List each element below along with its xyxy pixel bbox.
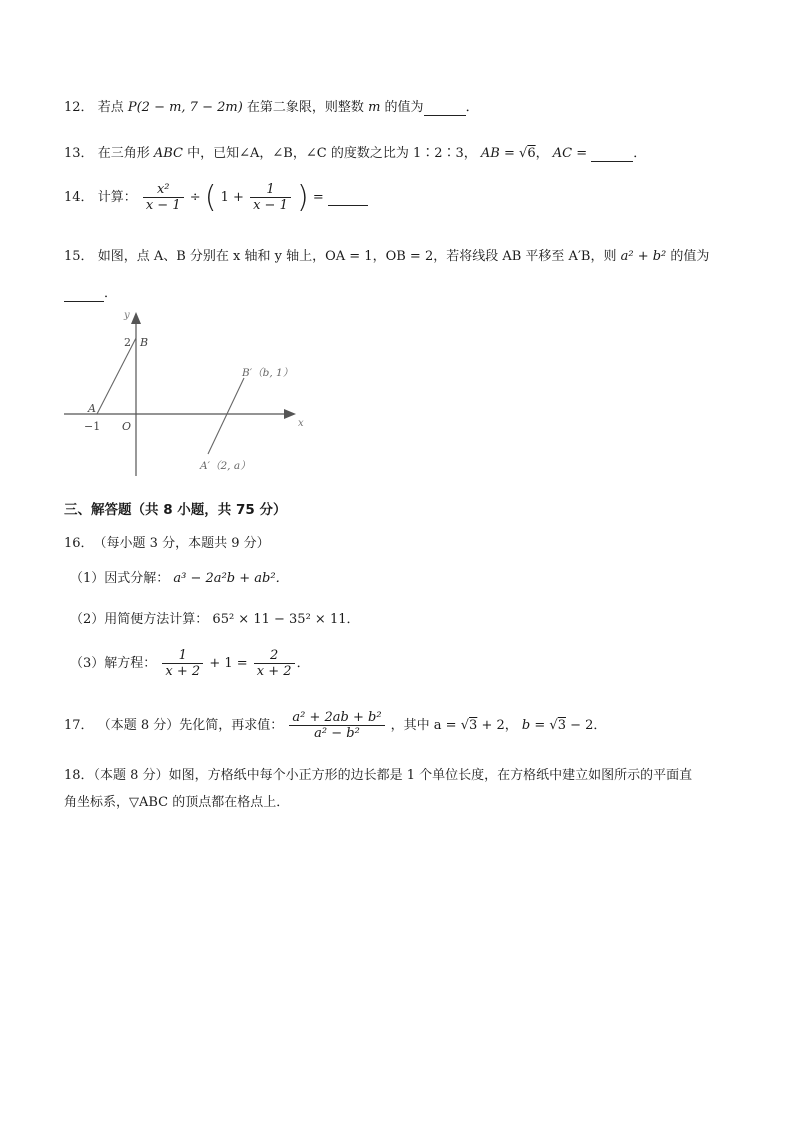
point-b-prime-label: B′（b, 1） xyxy=(242,367,294,379)
q15-text-end: 的值为 xyxy=(670,249,710,264)
q12-answer-blank[interactable] xyxy=(424,100,466,116)
question-18-line-1: 18．（本题 8 分）如图，方格纸中每个小正方形的边长都是 1 个单位长度，在方格纸中建立如图所示的平面直 xyxy=(64,768,693,783)
q14-f2-numerator: 1 xyxy=(266,182,275,197)
point-b-label: B xyxy=(140,336,149,349)
q12-text-b: 在第二象限，则整数 xyxy=(246,100,364,115)
q16-p3-f1-numerator: 1 xyxy=(178,648,187,663)
segment-ab xyxy=(97,338,136,414)
question-15-answer-line xyxy=(64,282,117,302)
q17-number: 17． xyxy=(64,718,94,733)
q16-p2-label: （2）用简便方法计算： xyxy=(70,612,209,627)
sqrt-symbol: √ xyxy=(460,718,470,733)
q13-ac: AC = xyxy=(552,146,588,161)
q17-text-a: （本题 8 分）先化简，再求值： xyxy=(97,718,284,733)
q14-equals: = xyxy=(312,190,324,205)
q14-left-paren: ( xyxy=(204,180,217,215)
q17-minus-2: − 2． xyxy=(570,718,607,733)
q12-number: 12． xyxy=(64,100,94,115)
q12-end: ． xyxy=(465,100,479,115)
y-axis-arrow-icon xyxy=(131,312,141,324)
q15-number: 15． xyxy=(64,249,94,264)
tick-minus-1-label: −1 xyxy=(84,420,101,433)
q12-text-a: 若点 xyxy=(97,100,124,115)
segment-a-prime-b-prime xyxy=(208,378,244,454)
q13-number: 13． xyxy=(64,146,94,161)
question-17 xyxy=(64,710,606,741)
q16-p1-expr: a³ − 2a²b + ab²． xyxy=(173,571,289,586)
q15-expression: a² + b² xyxy=(620,249,667,264)
q16-p3-f2-numerator: 2 xyxy=(270,648,279,663)
sqrt-symbol: √ xyxy=(549,718,558,733)
q13-triangle: ABC xyxy=(153,146,183,161)
section-3-heading: 三、解答题（共 8 小题，共 75 分） xyxy=(64,502,287,518)
question-18-line-2: 角坐标系，▽ABC 的顶点都在格点上． xyxy=(64,795,290,810)
question-16-part-1 xyxy=(70,567,289,586)
q13-ab: AB = xyxy=(480,146,520,161)
question-15 xyxy=(64,245,709,264)
q14-divide: ÷ xyxy=(189,190,201,205)
q17-denominator: a² − b² xyxy=(289,725,384,741)
q16-p3-fraction-2 xyxy=(254,648,295,679)
tick-2-label: 2 xyxy=(124,336,131,349)
question-16-part-2 xyxy=(70,608,360,627)
q14-number: 14． xyxy=(64,190,94,205)
sqrt-symbol: √ xyxy=(519,146,528,161)
q17-root-b: 3 xyxy=(557,718,566,733)
q16-p3-end: ． xyxy=(296,656,310,671)
q14-f2-denominator: x − 1 xyxy=(250,197,291,213)
q17-plus-2: + 2， xyxy=(481,718,518,733)
q16-p3-mid: + 1 = xyxy=(209,656,248,671)
question-14 xyxy=(64,180,368,215)
q16-p3-f1-denominator: x + 2 xyxy=(162,663,203,679)
q14-label: 计算： xyxy=(97,190,137,205)
q17-fraction xyxy=(289,710,384,741)
q13-ab-root: 6 xyxy=(527,146,536,161)
q16-p3-f2-denominator: x + 2 xyxy=(254,663,295,679)
q16-p3-fraction-1 xyxy=(162,648,203,679)
q16-p2-expr: 65² × 11 − 35² × 11． xyxy=(212,612,360,627)
q15-end: ． xyxy=(104,286,118,301)
origin-label: O xyxy=(122,420,132,433)
question-12 xyxy=(64,96,479,116)
q13-answer-blank[interactable] xyxy=(591,146,633,162)
x-axis-label: x xyxy=(298,418,304,429)
q17-text-b: ，其中 a = xyxy=(390,718,457,733)
q13-sep: ， xyxy=(535,146,549,161)
q14-fraction-2 xyxy=(250,182,291,213)
y-axis-label: y xyxy=(124,310,130,321)
q15-answer-blank[interactable] xyxy=(64,286,104,302)
question-16-header: 16． （每小题 3 分，本题共 9 分） xyxy=(64,536,270,551)
question-16-part-3 xyxy=(70,648,310,679)
q13-end: ． xyxy=(633,146,647,161)
q15-text: 如图，点 A、B 分别在 x 轴和 y 轴上，OA = 1，OB = 2，若将线段 AB 平移至 A′B，则 xyxy=(97,249,617,264)
q14-f1-denominator: x − 1 xyxy=(143,197,184,213)
q13-text-a: 在三角形 xyxy=(97,146,150,161)
point-a-prime-label: A′（2, a） xyxy=(200,460,251,472)
q12-point: P(2 − m, 7 − 2m) xyxy=(127,100,243,115)
question-13 xyxy=(64,142,646,162)
point-a-label: A xyxy=(88,402,96,415)
q14-answer-blank[interactable] xyxy=(328,190,368,206)
q12-var: m xyxy=(368,100,381,115)
q17-b-eq: b = xyxy=(521,718,546,733)
q17-numerator: a² + 2ab + b² xyxy=(292,710,382,725)
q14-f1-numerator: x² xyxy=(156,182,170,197)
q16-p1-label: （1）因式分解： xyxy=(70,571,170,586)
x-axis-arrow-icon xyxy=(284,409,296,419)
q12-text-c: 的值为 xyxy=(384,100,424,115)
q14-one-plus: 1 + xyxy=(220,190,244,205)
q13-text-b: 中，已知∠A，∠B，∠C 的度数之比为 1∶2∶3， xyxy=(187,146,477,161)
q17-root-a: 3 xyxy=(469,718,478,733)
coordinate-figure xyxy=(60,304,310,480)
q14-fraction-1 xyxy=(143,182,184,213)
q16-p3-label: （3）解方程： xyxy=(70,656,157,671)
q14-right-paren: ) xyxy=(297,180,309,215)
